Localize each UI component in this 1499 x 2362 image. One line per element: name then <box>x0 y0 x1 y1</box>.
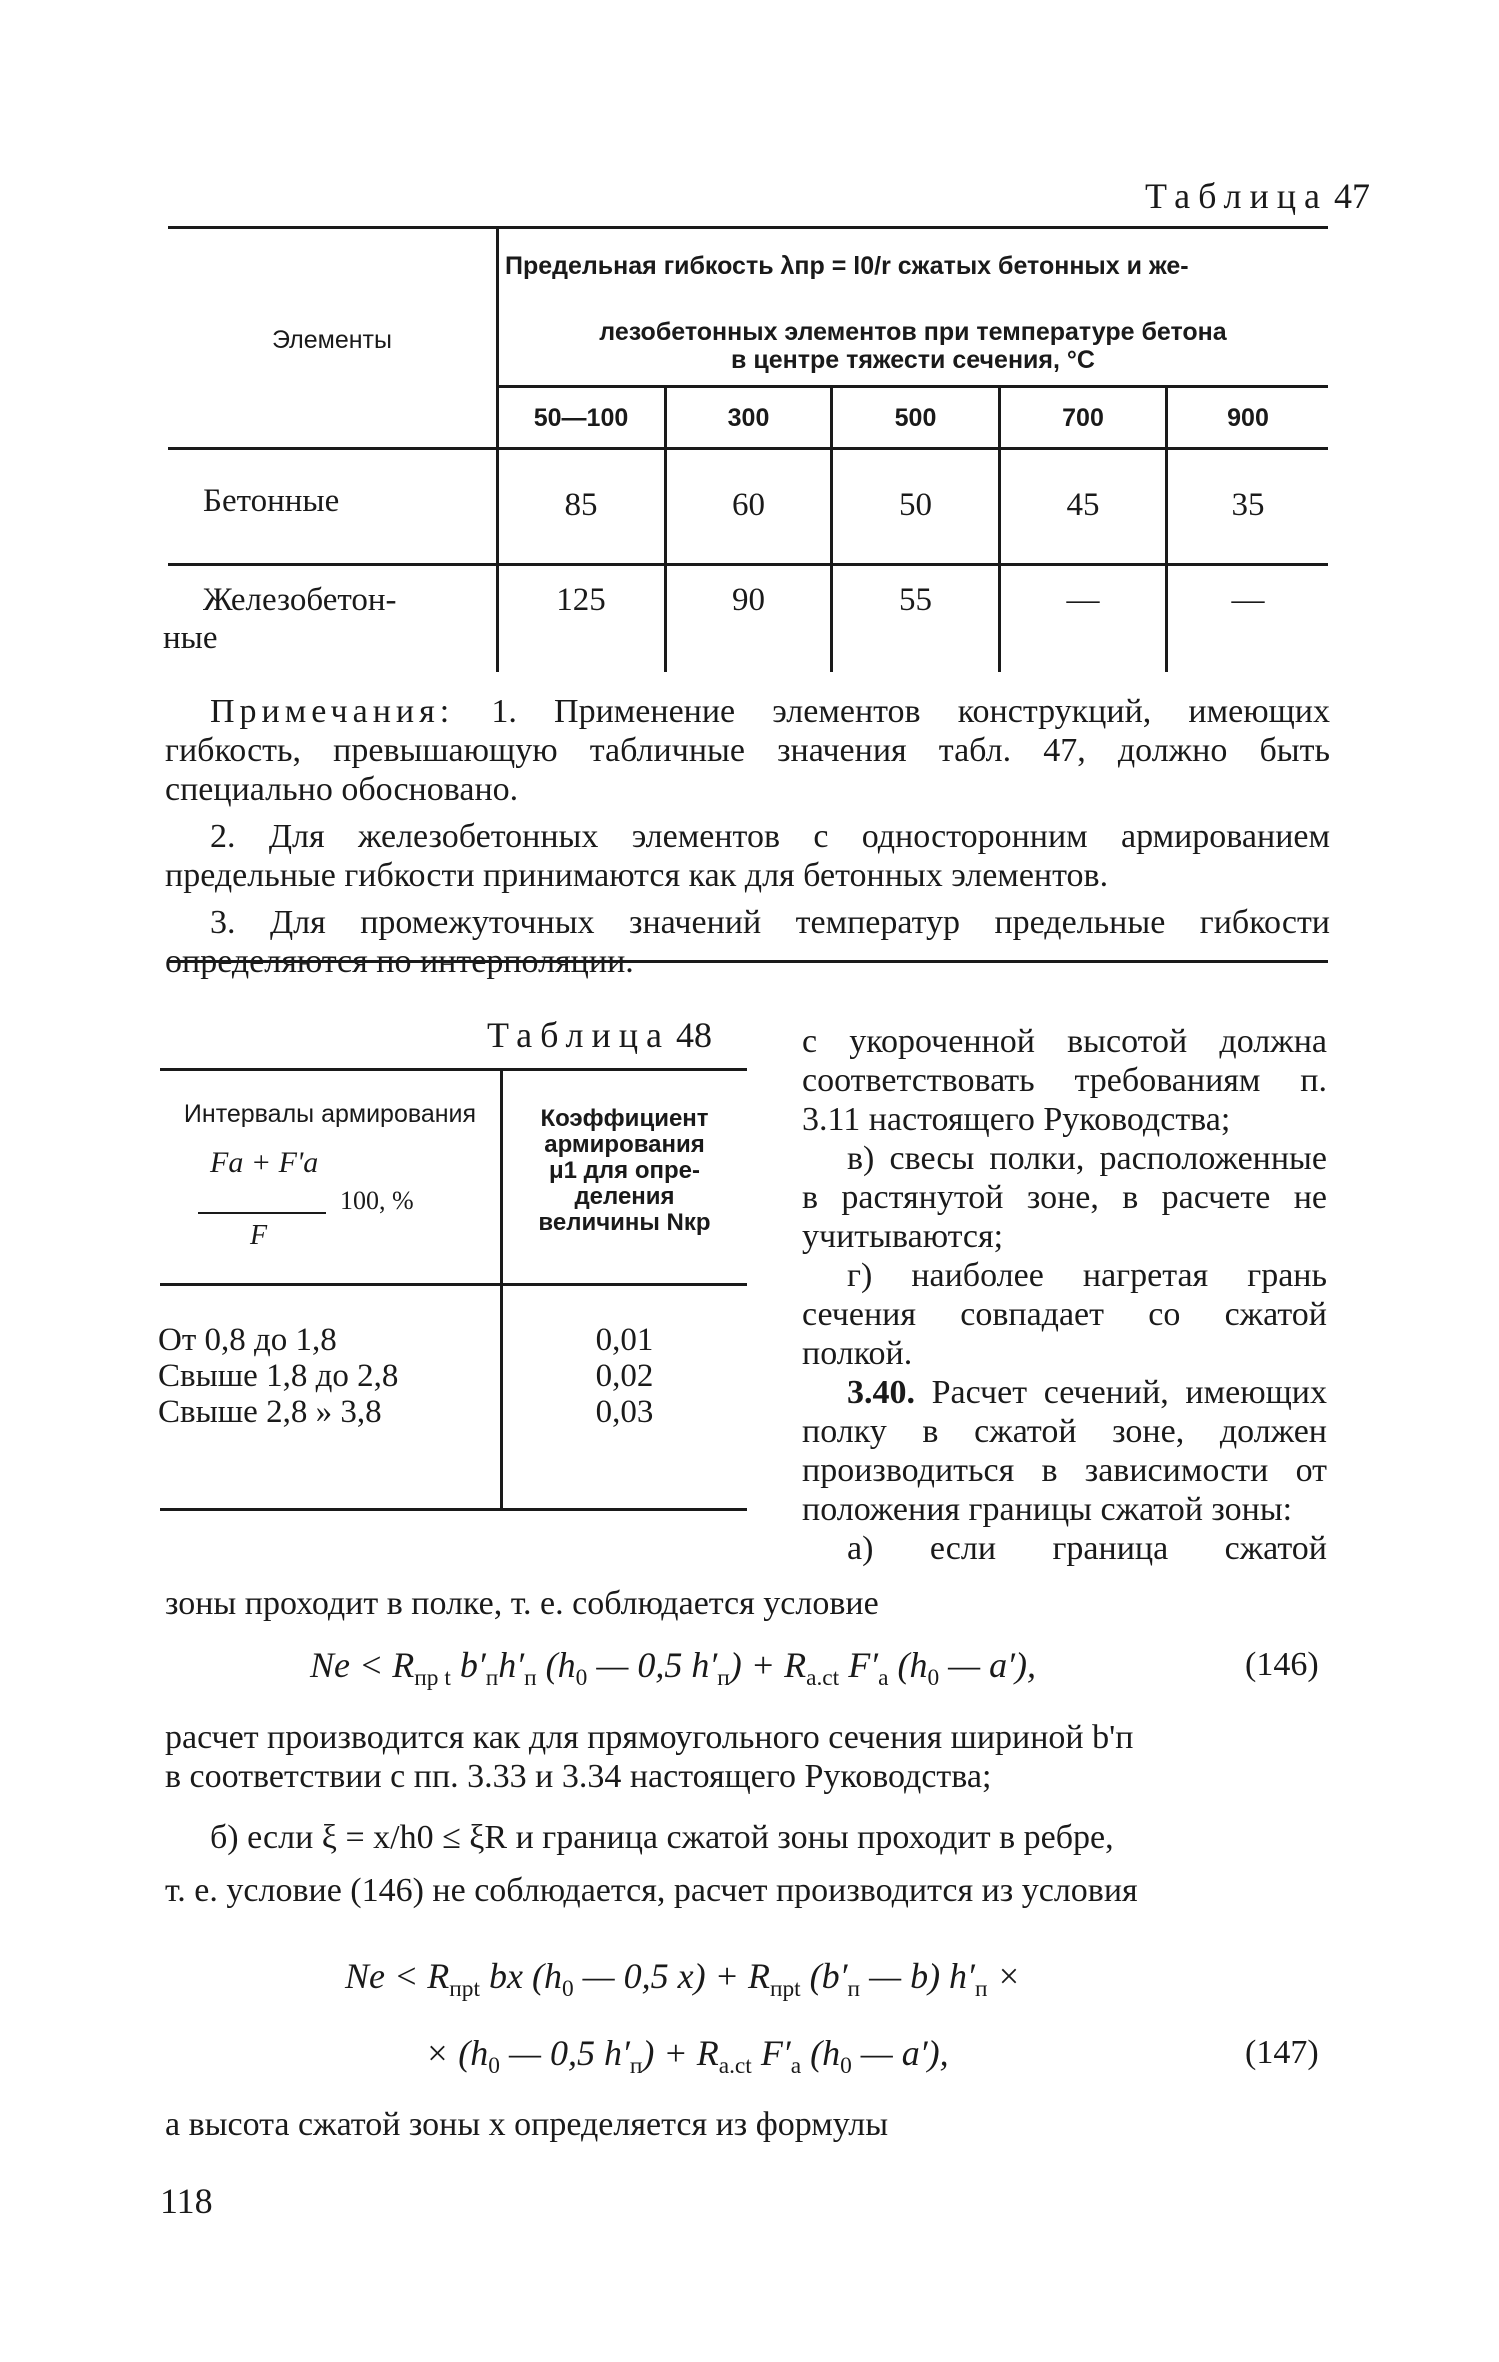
table47-header-bottom-rule <box>168 447 1328 450</box>
table47-header-main-line1-text: Предельная гибкость λпр = l0/r сжатых бетонных и же- <box>505 252 1189 280</box>
table47-cell: 85 <box>564 486 598 523</box>
table48-header-right-line: деления <box>574 1183 675 1210</box>
table47-temp-900: 900 <box>1227 403 1269 432</box>
right-column-text <box>802 1022 1327 1568</box>
paragraph: Расчет сечений, имеющих полку в сжатой зоне, должен производиться в зависимости от положения границы сжатой зоны: <box>802 1374 1327 1528</box>
table47-header-main-line3: в центре тяжести сечения, °С <box>731 346 1095 374</box>
note-1: 1. Применение элементов конструкций, имеющих гибкость, превышающую табличные значения табл. 47, должно быть специально обосновано. <box>165 693 1331 808</box>
paragraph: в) свесы полки, расположенные в растянутой зоне, в расчете не учитываются; <box>802 1140 1327 1255</box>
table48-bottom-rule <box>160 1508 747 1511</box>
table47-header-main-line2: лезобетонных элементов при температуре бетона <box>599 318 1227 346</box>
body-line: зоны проходит в полке, т. е. соблюдается условие <box>165 1585 879 1622</box>
table47-notes <box>165 692 1330 981</box>
table47-row-label-line1: Железобетон- <box>203 582 397 618</box>
table47-cell: 55 <box>899 581 932 618</box>
table47-header-divider <box>498 385 1328 388</box>
table48-header-right-line: μ1 для опре- <box>548 1157 700 1184</box>
table47-row-label-line2: ные <box>163 620 218 656</box>
equation-147-line1: $Ne < R_{прt}$ bx ($h_0$ — 0,5 $x) + R_{прt}$ ($b'_п$ — b) $h'_п$ × <box>345 1956 1021 2003</box>
paragraph: а) если граница сжатой <box>847 1530 1327 1567</box>
section-number: 3.40. <box>847 1374 915 1411</box>
body-line: т. е. условие (146) не соблюдается, расчет производится из условия <box>165 1872 1138 1909</box>
table47-temp-300: 300 <box>727 403 770 432</box>
table47-header-main-line1 <box>505 252 1335 280</box>
paragraph: с укороченной высотой должна соответствовать требованиям п. 3.11 настоящего Руководства; <box>802 1023 1327 1138</box>
section-separator-rule <box>168 960 1328 963</box>
notes-lead: Примечания: <box>210 693 455 730</box>
table48-coefficients <box>502 1322 747 1430</box>
table47-row-label <box>163 581 397 657</box>
table48-interval: От 0,8 до 1,8 <box>158 1322 337 1358</box>
table48-caption: Таблица 48 <box>487 1015 712 1055</box>
table48-coef: 0,02 <box>595 1358 654 1394</box>
table47-cell: 35 <box>1231 486 1265 523</box>
table48-header-right <box>502 1106 747 1236</box>
body-line: расчет производится как для прямоугольного сечения шириной b'п <box>165 1719 1134 1756</box>
table47-cell: 125 <box>556 581 606 618</box>
table48-header-right-line: Коэффициент <box>540 1105 709 1132</box>
equation-146-number: (146) <box>1245 1646 1319 1683</box>
table47-cell: 90 <box>732 581 765 618</box>
table47-row-label: Бетонные <box>203 483 340 519</box>
table47-cell: — <box>1231 581 1265 618</box>
table48-coef: 0,03 <box>595 1394 654 1430</box>
table47-row-divider <box>168 563 1328 566</box>
body-line: а высота сжатой зоны x определяется из формулы <box>165 2106 889 2143</box>
body-paragraph <box>165 1818 1330 1910</box>
page-number: 118 <box>160 2181 213 2221</box>
body-line: б) если ξ = x/h0 ≤ ξR и граница сжатой зоны проходит в ребре, <box>210 1819 1114 1856</box>
table48-header-bottom-rule <box>160 1283 747 1286</box>
table47-caption: Таблица 47 <box>1145 176 1370 216</box>
table47-cell: 60 <box>732 486 765 523</box>
table47-temp-700: 700 <box>1062 403 1104 432</box>
table47-cell: 45 <box>1066 486 1100 523</box>
table47-cell: — <box>1066 581 1100 618</box>
table48-header-right-line: величины Nкр <box>538 1209 711 1236</box>
table48-interval: Свыше 2,8 » 3,8 <box>158 1394 382 1430</box>
table48-header-right-line: армирования <box>544 1131 705 1158</box>
body-line: в соответствии с пп. 3.33 и 3.34 настоящего Руководства; <box>165 1758 992 1795</box>
table48-header-formula-top: Fa + F'a <box>210 1146 319 1179</box>
table48-header-left: Интервалы армирования <box>183 1100 477 1128</box>
equation-146: $Ne < R_{пр t}$ $b'_пh'_п$ ($h_0$ — 0,5 $h'_п) + R_{a.ct}$ $F'_a$ ($h_0$ — a′), <box>310 1645 1037 1692</box>
table47-cell: 50 <box>899 486 932 523</box>
table48-top-rule <box>160 1068 747 1071</box>
table48-coef: 0,01 <box>595 1322 654 1358</box>
table47-top-rule <box>168 226 1328 229</box>
paragraph: г) наиболее нагретая грань сечения совпадает со сжатой полкой. <box>802 1257 1327 1372</box>
equation-147-line2: × ($h_0$ — 0,5 $h'_п) + R_{a.ct}$ $F'_a$ ($h_0$ — a′), <box>425 2033 949 2080</box>
table48-intervals <box>158 1322 398 1430</box>
table48-header-fraction-bar <box>198 1212 326 1214</box>
note-2: 2. Для железобетонных элементов с односторонним армированием предельные гибкости принимаются как для бетонных элементов. <box>165 818 1330 894</box>
table47-temp-50-100: 50—100 <box>533 403 629 432</box>
table48-header-formula-mid: 100, % <box>340 1186 414 1215</box>
table47-temp-500: 500 <box>894 403 937 432</box>
note-3: 3. Для промежуточных значений температур предельные гибкости определяются по интерполяции. <box>165 904 1330 980</box>
table48-header-formula-bot: F <box>250 1220 268 1251</box>
table48-interval: Свыше 1,8 до 2,8 <box>158 1358 399 1394</box>
table47-header-elements: Элементы <box>272 326 392 354</box>
body-paragraph <box>165 1718 1330 1796</box>
equation-147-number: (147) <box>1245 2034 1319 2071</box>
